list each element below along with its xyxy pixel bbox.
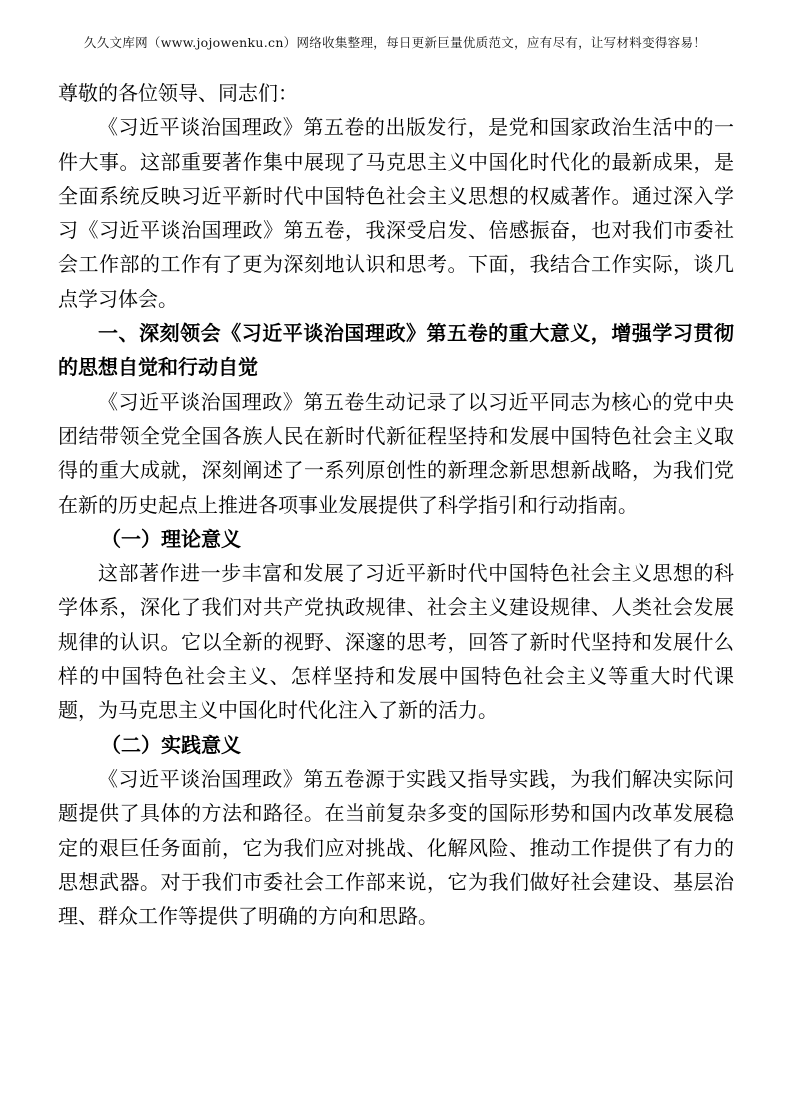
- subsection-2-paragraph: 《习近平谈治国理政》第五卷源于实践又指导实践，为我们解决实际问题提供了具体的方法和路径。在当前复杂多变的国际形势和国内改革发展稳定的艰巨任务面前，它为我们应对挑战、化解风险、推动工作提供了有力的思想武器。对于我们市委社会工作部来说，它为我们做好社会建设、基层治理、群众工作等提供了明确的方向和思路。: [58, 766, 734, 929]
- subsection-2-heading: （二）实践意义: [101, 732, 241, 757]
- header-note: 久久文库网（www.jojowenku.cn）网络收集整理，每日更新巨量优质范文，应有尽有，让写材料变得容易！: [83, 35, 707, 50]
- section-1-paragraph: 《习近平谈治国理政》第五卷生动记录了以习近平同志为核心的党中央团结带领全党全国各族人民在新时代新征程坚持和发展中国特色社会主义取得的重大成就，深刻阐述了一系列原创性的新理念新思想新战略，为我们党在新的历史起点上推进各项事业发展提供了科学指引和行动指南。: [58, 389, 734, 517]
- intro-paragraph: 《习近平谈治国理政》第五卷的出版发行，是党和国家政治生活中的一件大事。这部重要著作集中展现了马克思主义中国化时代化的最新成果，是全面系统反映习近平新时代中国特色社会主义思想的权威著作。通过深入学习《习近平谈治国理政》第五卷，我深受启发、倍感振奋，也对我们市委社会工作部的工作有了更为深刻地认识和思考。下面，我结合工作实际，谈几点学习体会。: [58, 115, 734, 311]
- document-body: [58, 76, 734, 933]
- salutation: 尊敬的各位领导、同志们：: [58, 81, 298, 105]
- subsection-1-heading: （一）理论意义: [101, 526, 241, 551]
- subsection-1-paragraph: 这部著作进一步丰富和发展了习近平新时代中国特色社会主义思想的科学体系，深化了我们对共产党执政规律、社会主义建设规律、人类社会发展规律的认识。它以全新的视野、深邃的思考，回答了新时代坚持和发展什么样的中国特色社会主义、怎样坚持和发展中国特色社会主义等重大时代课题，为马克思主义中国化时代化注入了新的活力。: [58, 561, 734, 723]
- section-1-heading: 一、深刻领会《习近平谈治国理政》第五卷的重大意义，增强学习贯彻的思想自觉和行动自觉: [58, 321, 734, 380]
